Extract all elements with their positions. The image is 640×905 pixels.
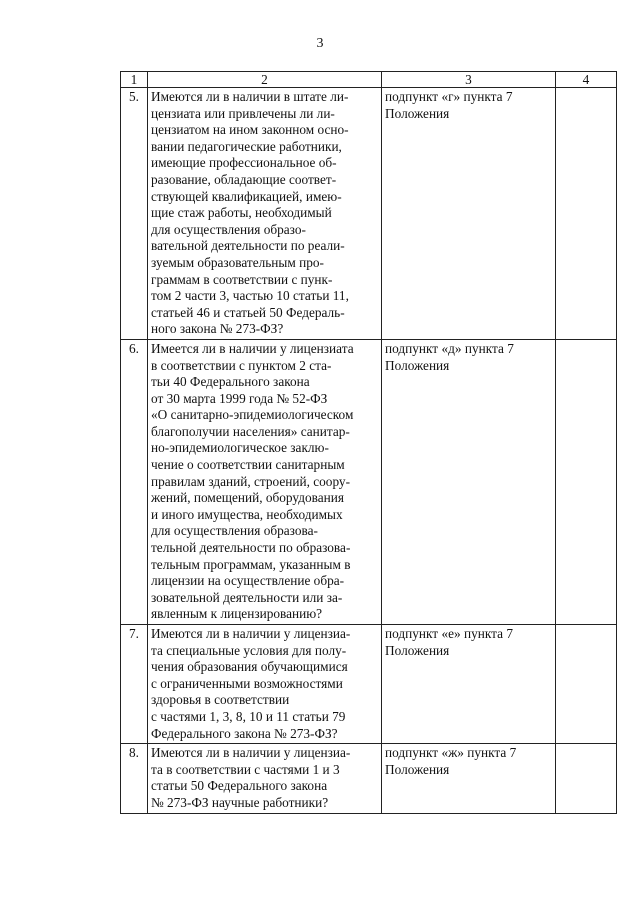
table-row	[121, 88, 617, 340]
answer-cell	[556, 625, 617, 744]
answer-cell	[556, 88, 617, 340]
row-number: 7.	[121, 625, 148, 744]
column-header-3: 3	[382, 72, 556, 88]
table-row	[121, 744, 617, 813]
question-cell: Имеется ли в наличии у лицензиата в соответствии с пунктом 2 ста- тьи 40 Федерального закона от 30 марта 1999 года № 52-ФЗ «О санитарно-эпидемиологическом благополучии населения» санитар- но-эпидемиологическое заклю- чение о соответствии санитарным правилам зданий, строений, соору- жений, помещений, оборудования и иного имущества, необходимых для осуществления образова- тельной деятельности по образова- тельным программам, указанным в лицензии на осуществление обра- зовательной деятельности или за- явленным к лицензированию?	[148, 339, 382, 624]
column-header-2: 2	[148, 72, 382, 88]
question-cell: Имеются ли в наличии у лицензиа- та в соответствии с частями 1 и 3 статьи 50 Федерального закона № 273-ФЗ научные работники?	[148, 744, 382, 813]
question-cell: Имеются ли в наличии у лицензиа- та специальные условия для полу- чения образования обучающимися с ограниченными возможностями здоровья в соответствии с частями 1, 3, 8, 10 и 11 статьи 79 Федерального закона № 273-ФЗ?	[148, 625, 382, 744]
row-number: 6.	[121, 339, 148, 624]
answer-cell	[556, 339, 617, 624]
column-header-4: 4	[556, 72, 617, 88]
table-header-row	[121, 72, 617, 88]
reference-cell: подпункт «д» пункта 7 Положения	[382, 339, 556, 624]
row-number: 5.	[121, 88, 148, 340]
reference-cell: подпункт «ж» пункта 7 Положения	[382, 744, 556, 813]
reference-cell: подпункт «е» пункта 7 Положения	[382, 625, 556, 744]
reference-cell: подпункт «г» пункта 7 Положения	[382, 88, 556, 340]
row-number: 8.	[121, 744, 148, 813]
table-row	[121, 339, 617, 624]
requirements-table	[120, 71, 617, 814]
page-number: 3	[316, 36, 324, 51]
question-cell: Имеются ли в наличии в штате ли- цензиата или привлечены ли ли- цензиатом на ином законном осно- вании педагогические работники, имеющие профессиональное об- разование, обладающие соответ- ствующей квалификацией, имею- щие стаж работы, необходимый для осуществления образо- вательной деятельности по реали- зуемым образовательным про- граммам в соответствии с пунк- том 2 части 3, частью 10 статьи 11, статьей 46 и статьей 50 Федераль- ного закона № 273-ФЗ?	[148, 88, 382, 340]
column-header-1: 1	[121, 72, 148, 88]
table-row	[121, 625, 617, 744]
answer-cell	[556, 744, 617, 813]
